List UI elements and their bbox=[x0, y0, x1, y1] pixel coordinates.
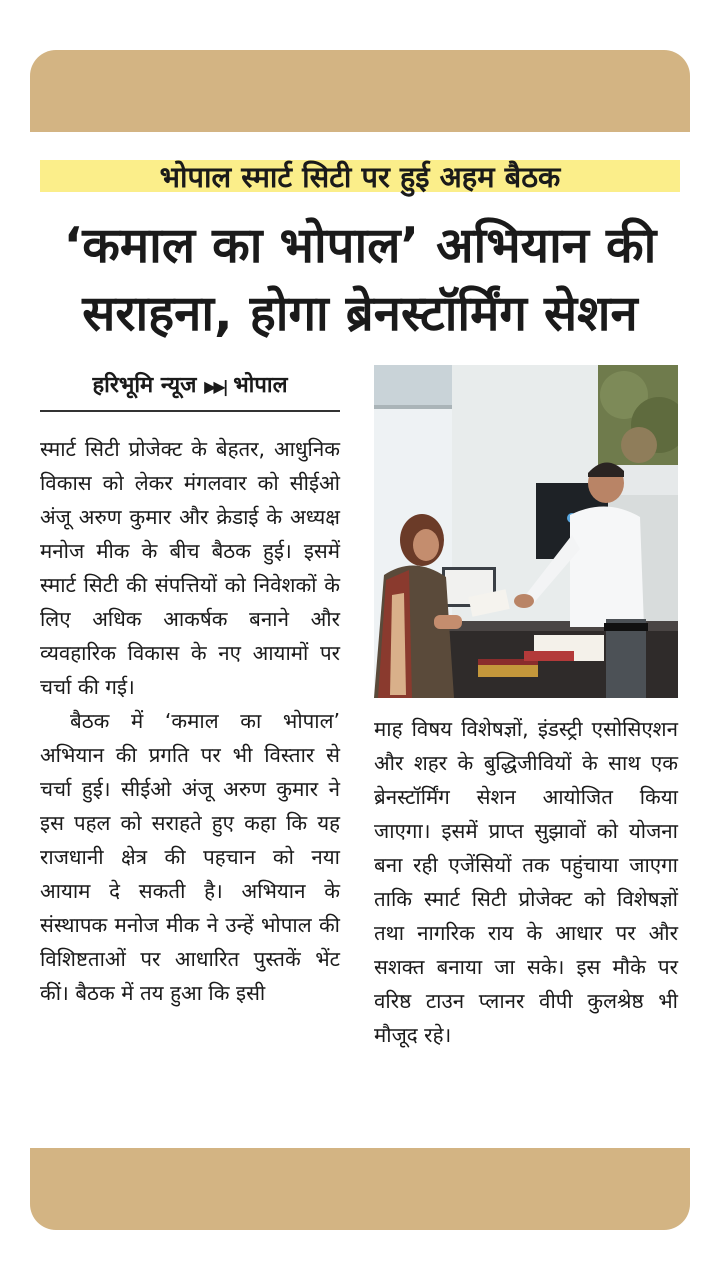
article-column-left bbox=[40, 432, 340, 1010]
article-paragraph: स्मार्ट सिटी प्रोजेक्ट के बेहतर, आधुनिक विकास को लेकर मंगलवार को सीईओ अंजू अरुण कुमार और क्रेडाई के अध्यक्ष मनोज मीक के बीच बैठक हुई। इसमें स्मार्ट सिटी की संपत्तियों को निवेशकों के लिए अधिक आकर्षक बनाने और व्यवहारिक विकास के नए आयामों पर चर्चा की गई। bbox=[40, 437, 340, 699]
top-frame-band bbox=[30, 50, 690, 132]
meeting-photo bbox=[374, 365, 678, 698]
byline-source: हरिभूमि न्यूज bbox=[92, 373, 197, 398]
headline-line-1: ‘कमाल का भोपाल’ अभियान की bbox=[63, 217, 657, 274]
article-paragraph: बैठक में ‘कमाल का भोपाल’ अभियान की प्रगति पर भी विस्तार से चर्चा हुई। सीईओ अंजू अरुण कुमार ने इस पहल को सराहते हुए कहा कि यह राजधानी क्षेत्र की पहचान को नया आयाम दे सकती है। अभियान के संस्थापक मनोज मीक ने उन्हें भोपाल की विशिष्टताओं पर आधारित पुस्तकें भेंट कीं। बैठक में तय हुआ कि इसी bbox=[40, 709, 340, 1005]
headline-line-2: सराहना, होगा ब्रेनस्टॉर्मिंग सेशन bbox=[82, 285, 638, 342]
kicker-headline: भोपाल स्मार्ट सिटी पर हुई अहम बैठक bbox=[159, 160, 561, 194]
byline bbox=[40, 368, 340, 404]
main-headline bbox=[30, 212, 690, 348]
article-column-right bbox=[374, 712, 678, 1052]
forward-arrows-icon: ▶▶| bbox=[204, 377, 226, 396]
meeting-photo-illustration bbox=[374, 365, 678, 698]
byline-city: भोपाल bbox=[233, 373, 288, 398]
byline-divider bbox=[40, 410, 340, 412]
article-paragraph: माह विषय विशेषज्ञों, इंडस्ट्री एसोसिएशन और शहर के बुद्धिजीवियों के साथ एक ब्रेनस्टॉर्मिंग सेशन आयोजित किया जाएगा। इसमें प्राप्त सुझावों को योजना बना रही एजेंसियों तक पहुंचाया जाएगा ताकि स्मार्ट सिटी प्रोजेक्ट को विशेषज्ञों तथा नागरिक राय के आधार पर और सशक्त बनाया जा सके। इस मौके पर वरिष्ठ टाउन प्लानर वीपी कुलश्रेष्ठ भी मौजूद रहे। bbox=[374, 717, 678, 1047]
bottom-frame-band bbox=[30, 1148, 690, 1230]
